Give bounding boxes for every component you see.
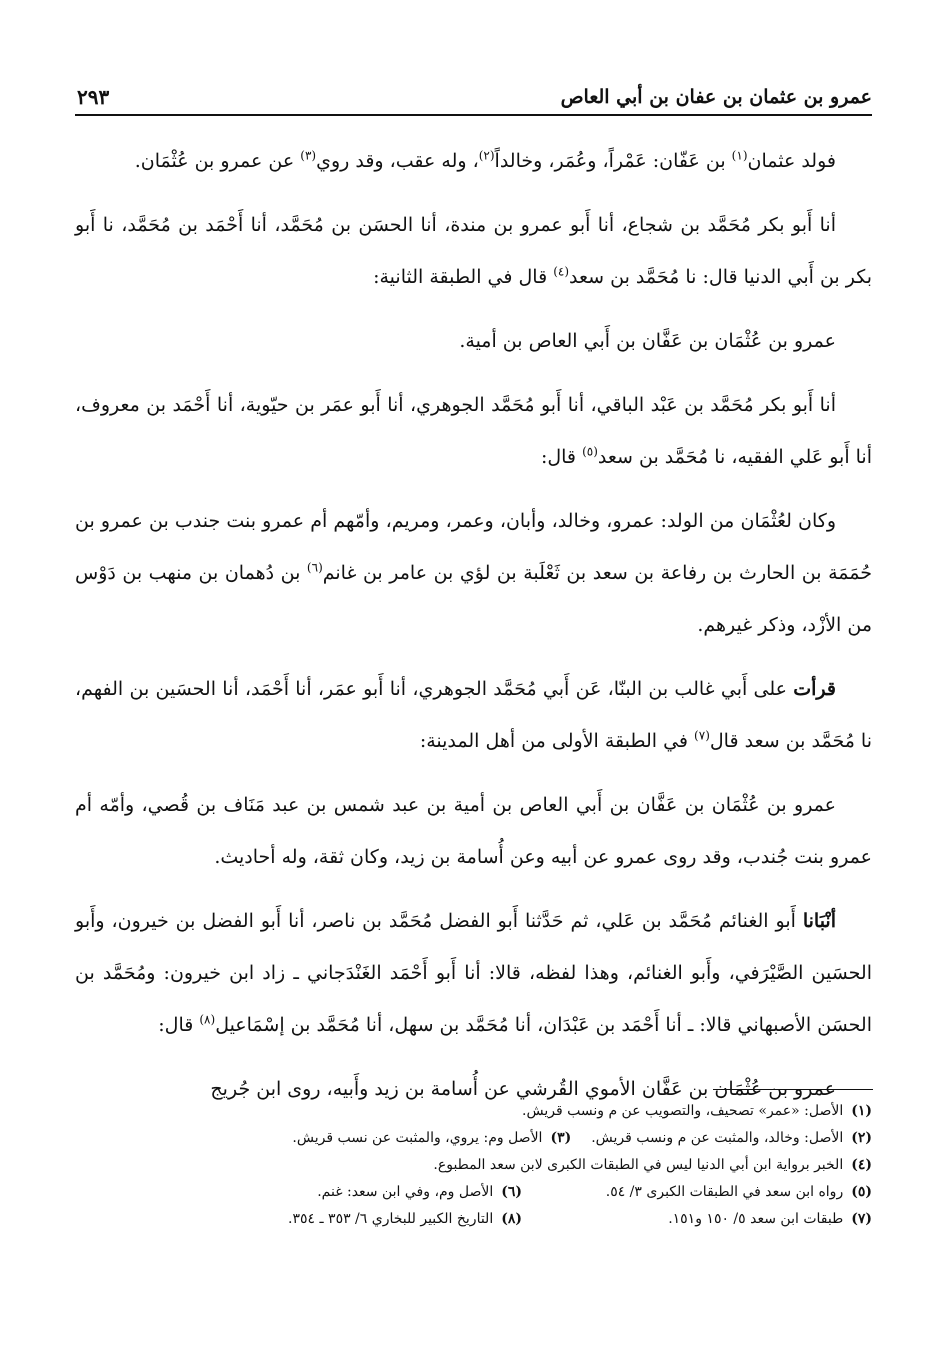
text-run: بن عَفّان: عَمْراً، وعُمَر، وخالداً xyxy=(494,150,732,172)
text-run: وكان لعُثْمَان من الولد: عمرو، وخالد، وأبان، وعمر، ومريم، وأمّهم أم عمرو بنت جندب بن عمرو بن حُمَمَة بن الحارث بن رفاعة بن سعد بن ثَعْلَبة بن لؤي بن عامر بن غانم xyxy=(75,510,872,584)
footnote-row xyxy=(75,1179,872,1206)
isnad-keyword: قرأت xyxy=(793,678,836,700)
main-text xyxy=(75,135,872,1127)
footnote-number: (٦) xyxy=(501,1184,522,1200)
footnotes xyxy=(75,1098,872,1233)
footnote-row xyxy=(75,1206,872,1233)
footnote-marker-2[interactable]: (٢) xyxy=(478,148,495,163)
paragraph-8 xyxy=(75,895,872,1051)
text-run: ، وله عقب، وقد روي xyxy=(316,150,479,172)
footnote-text: التاريخ الكبير للبخاري ٦/ ٣٥٣ ـ ٣٥٤. xyxy=(288,1211,494,1227)
footnote-5 xyxy=(542,1179,872,1206)
footnote-number: (٧) xyxy=(851,1211,872,1227)
running-title: عمرو بن عثمان بن عفان بن أبي العاص xyxy=(560,86,872,108)
footnote-4 xyxy=(433,1152,872,1179)
text-run: أنا أَبو بكر مُحَمَّد بن عَبْد الباقي، أنا أَبو مُحَمَّد الجوهري، أنا أَبو عمَر بن حيّوية، أنا أَحْمَد بن معروف، أنا أَبو عَلي الفقيه، نا مُحَمَّد بن سعد xyxy=(75,394,872,468)
text-run: قال: xyxy=(158,1014,200,1036)
footnote-text: طبقات ابن سعد ٥/ ١٥٠ و١٥١. xyxy=(668,1211,844,1227)
footnote-text: رواه ابن سعد في الطبقات الكبرى ٣/ ٥٤. xyxy=(605,1184,844,1200)
paragraph-7: عمرو بن عُثْمَان بن عَفَّان بن أَبي العاص بن أمية بن عبد شمس بن عبد مَنَاف بن قُصي، وأمّه أم عمرو بنت جُندب، وقد روى عمرو عن أبيه وعن أُسامة بن زيد، وكان ثقة، وله أحاديث. xyxy=(75,794,872,868)
footnote-3 xyxy=(292,1125,571,1152)
footnote-marker-4[interactable]: (٤) xyxy=(553,264,570,279)
text-run: قال: xyxy=(540,446,583,468)
footnote-row xyxy=(75,1125,872,1152)
isnad-keyword: أنْبَانا xyxy=(802,910,836,932)
footnote-number: (٣) xyxy=(550,1130,572,1146)
text-run: فولد عثمان xyxy=(747,150,836,172)
footnote-6 xyxy=(317,1179,522,1206)
footnote-marker-8[interactable]: (٨) xyxy=(199,1012,216,1027)
footnote-marker-7[interactable]: (٧) xyxy=(694,728,710,743)
footnote-marker-6[interactable]: (٦) xyxy=(306,560,323,575)
footnote-number: (٨) xyxy=(501,1211,522,1227)
paragraph-5 xyxy=(75,495,872,651)
footnote-text: الأصل: «عمر» تصحيف، والتصويب عن م ونسب قريش. xyxy=(522,1103,844,1119)
footnote-text: الأصل وم: يروي، والمثبت عن نسب قريش. xyxy=(292,1130,543,1146)
text-run: أَبو الغنائم مُحَمَّد بن عَلي، ثم حَدَّثنا أَبو الفضل مُحَمَّد بن ناصر، أنا أَبو الفضل بن خيرون، وأَبو الحسَين الصَّيْرَفي، وأَبو الغنائم، وهذا لفظه، قالا: أنا أَبو أَحْمَد الغَنْدَجاني ـ زاد ابن خيرون: ومُحَمَّد بن الحسَن الأصبهاني قالا: ـ أنا أَحْمَد بن عَبْدَان، أنا مُحَمَّد بن سهل، أنا مُحَمَّد بن إسْمَاعيل xyxy=(75,910,872,1036)
footnote-text: الأصل وم، وفي ابن سعد: غنم. xyxy=(317,1184,494,1200)
paragraph-4 xyxy=(75,379,872,483)
text-run: على أَبي غالب بن البنّا، عَن أَبي مُحَمَّد الجوهري، أنا أَبو عمَر، أنا أَحْمَد، أنا الحسَين بن الفهم، نا مُحَمَّد بن سعد قال xyxy=(75,678,872,752)
footnote-2 xyxy=(591,1125,872,1152)
text-run: بن دُهمان بن منهب بن دَوْس من الأزْد، وذكر غيرهم. xyxy=(75,562,872,636)
page-number: ٢٩٣ xyxy=(77,85,110,109)
text-run: في الطبقة الأولى من أهل المدينة: xyxy=(419,730,695,752)
footnote-number: (١) xyxy=(851,1103,872,1119)
footnote-1 xyxy=(522,1098,872,1125)
paragraph-6 xyxy=(75,663,872,767)
footnote-8 xyxy=(288,1206,522,1233)
footnote-marker-1[interactable]: (١) xyxy=(731,148,748,163)
paragraph-3: عمرو بن عُثْمَان بن عَفَّان بن أَبي العاص بن أمية. xyxy=(459,330,836,352)
footnote-number: (٤) xyxy=(851,1157,872,1173)
footnote-text: الخبر برواية ابن أبي الدنيا ليس في الطبقات الكبرى لابن سعد المطبوع. xyxy=(433,1157,844,1173)
footnote-number: (٢) xyxy=(851,1130,872,1146)
paragraph-9: عمرو بن عُثْمَان بن عَفَّان الأموي القُرشي عن أُسامة بن زيد وأَبيه، روى ابن جُريج xyxy=(210,1078,836,1100)
footnote-text: الأصل: وخالد، والمثبت عن م ونسب قريش. xyxy=(591,1130,844,1146)
footnote-marker-5[interactable]: (٥) xyxy=(582,444,598,459)
footnote-7 xyxy=(542,1206,872,1233)
text-run: قال في الطبقة الثانية: xyxy=(373,266,554,288)
running-header xyxy=(75,86,872,116)
footnote-row xyxy=(75,1098,872,1125)
footnote-divider xyxy=(713,1089,873,1090)
paragraph-1 xyxy=(75,135,872,187)
footnote-number: (٥) xyxy=(851,1184,872,1200)
footnote-marker-3[interactable]: (٣) xyxy=(300,148,317,163)
paragraph-2 xyxy=(75,199,872,303)
footnote-row xyxy=(75,1152,872,1179)
text-run: أنا أَبو بكر مُحَمَّد بن شجاع، أنا أَبو عمرو بن مندة، أنا الحسَن بن مُحَمَّد، أنا أَحْمَد بن مُحَمَّد، نا أَبو بكر بن أَبي الدنيا قال: نا مُحَمَّد بن سعد xyxy=(75,214,872,288)
text-run: عن عمرو بن عُثْمَان. xyxy=(134,150,301,172)
